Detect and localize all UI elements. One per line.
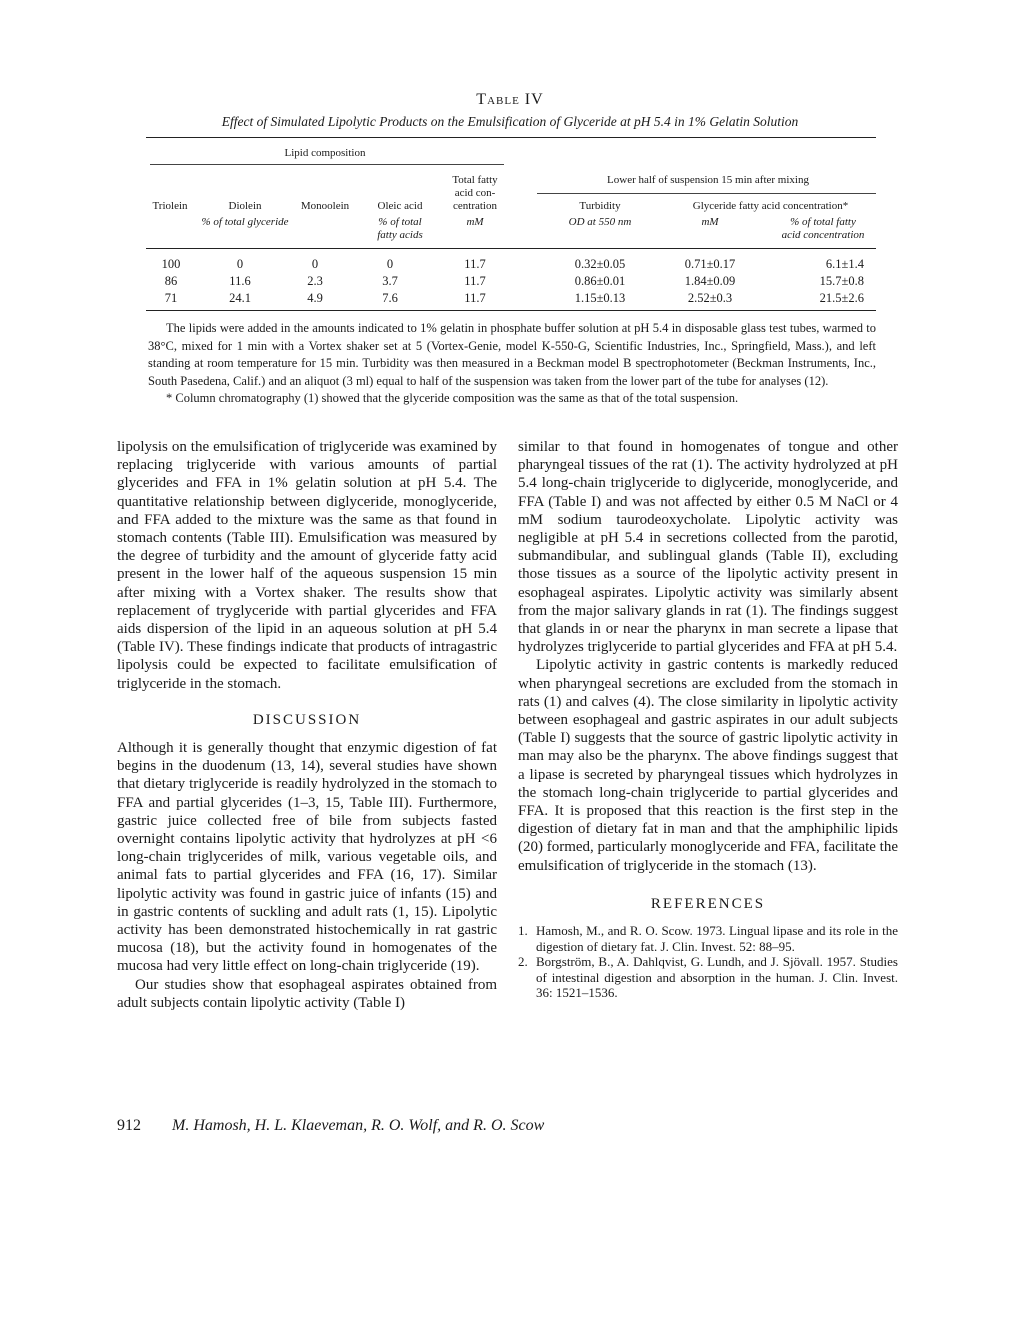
th-monoolein: Monoolein: [300, 200, 350, 212]
reference-text: Borgström, B., A. Dahlqvist, G. Lundh, and J. Sjövall. 1957. Studies of intestinal digestion and absorption in the human. J. Clin. Invest. 36: 1521–1536.: [536, 954, 898, 1001]
cell-total: 11.7: [464, 291, 486, 305]
cell-glyceride-pct: 6.1±1.4: [825, 257, 864, 271]
th-oleic-acid: Oleic acid: [377, 200, 423, 212]
reference-number: 1.: [518, 923, 528, 939]
th-total-3: centration: [453, 200, 497, 212]
cell-monoolein: 2.3: [307, 274, 323, 288]
paragraph: Lipolytic activity in gastric contents is markedly reduced when pharyngeal secretions are excluded from the stomach in rats (1) and calves (4). The close similarity in lipolytic activity between esophageal and gastric aspirates in our adult subjects (Table I) suggests that the source of gastric lipolytic activity in man may also be the pharynx. The above findings suggest that a lipase is secreted by pharyngeal tissues which hydrolyzes in the stomach long-chain triglyceride to partial glycerides and FFA. It is proposed that this reaction is the first step in the digestion of dietary fat in man and that the amphiphilic lipids (20) formed, particularly monoglyceride and FFA, facilitate the emulsification of triglyceride in the stomach (13).: [518, 657, 899, 874]
cell-turbidity: 0.32±0.05: [574, 257, 626, 271]
table-note-text: The lipids were added in the amounts indicated to 1% gelatin in phosphate buffer solution at pH 5.4 in disposable glass test tubes, warmed to 38°C, mixed for 1 min with a Vortex shaker set at 5 (Vortex-Genie, model K-550-G, Scientific Industries, Inc., Springfield, Mass.), and left standing at room temperature for 15 min. Turbidity was then measured in a Beckman model B spectrophotometer (Beckman Instruments, Inc., South Pasedena, Calif.) and an aliquot (3 ml) equal to half of the suspension was taken from the lower part of the tube for analyses (12).: [148, 321, 876, 388]
cell-oleic: 3.7: [382, 274, 398, 288]
cell-triolein: 86: [164, 274, 178, 288]
table-bottom-rule: [146, 310, 876, 311]
cell-glyceride-pct: 15.7±0.8: [819, 274, 864, 288]
running-authors: M. Hamosh, H. L. Klaeveman, R. O. Wolf, and R. O. Scow: [172, 1117, 545, 1134]
th-unit-glyceride: % of total glyceride: [201, 216, 289, 228]
cell-total: 11.7: [464, 257, 486, 271]
th-unit-pct-1: % of total fatty: [790, 216, 856, 228]
th-total-2: acid con-: [454, 187, 496, 199]
cell-glyceride-mm: 0.71±0.17: [684, 257, 736, 271]
left-column: [117, 438, 497, 1012]
lipid-group-rule: [150, 164, 504, 165]
th-lipid-composition: Lipid composition: [284, 147, 366, 159]
reference-item: [518, 954, 898, 1001]
th-unit-mm2: mM: [701, 216, 719, 228]
reference-list: [518, 923, 898, 1001]
cell-monoolein: 4.9: [307, 291, 323, 305]
table-header-rule: [146, 248, 876, 249]
table-note: [148, 320, 876, 408]
th-unit-mm: mM: [466, 216, 484, 228]
th-unit-pct-2: acid concentration: [781, 229, 865, 241]
cell-diolein: 11.6: [229, 274, 251, 288]
table-footnote: * Column chromatography (1) showed that the glyceride composition was the same as that of the total suspension.: [166, 391, 739, 406]
cell-oleic: 0: [386, 257, 394, 271]
cell-diolein: 0: [236, 257, 244, 271]
cell-triolein: 100: [161, 257, 181, 271]
cell-total: 11.7: [464, 274, 486, 288]
table-caption: Effect of Simulated Lipolytic Products on the Emulsification of Glyceride at pH 5.4 in 1% Gelatin Solution: [221, 114, 799, 129]
th-glyceride-fa: Glyceride fatty acid concentration*: [692, 200, 849, 212]
cell-glyceride-mm: 1.84±0.09: [684, 274, 736, 288]
table-label: Table IV: [476, 91, 544, 108]
cell-turbidity: 0.86±0.01: [574, 274, 626, 288]
th-unit-oleic-1: % of total: [378, 216, 422, 228]
reference-text: Hamosh, M., and R. O. Scow. 1973. Lingual lipase and its role in the digestion of dietary fat. J. Clin. Invest. 52: 88–95.: [536, 923, 898, 954]
th-lower-half: Lower half of suspension 15 min after mixing: [607, 174, 809, 186]
cell-monoolein: 0: [311, 257, 319, 271]
references-heading: REFERENCES: [650, 895, 766, 912]
reference-number: 2.: [518, 954, 528, 970]
th-turbidity: Turbidity: [579, 200, 621, 212]
cell-glyceride-mm: 2.52±0.3: [687, 291, 733, 305]
cell-triolein: 71: [164, 291, 178, 305]
cell-turbidity: 1.15±0.13: [574, 291, 626, 305]
cell-glyceride-pct: 21.5±2.6: [819, 291, 864, 305]
th-triolein: Triolein: [152, 200, 188, 212]
discussion-heading: DISCUSSION: [252, 711, 362, 728]
paragraph: Our studies show that esophageal aspirates obtained from adult subjects contain lipolytic activity (Table I): [117, 976, 497, 1011]
cell-oleic: 7.6: [382, 291, 398, 305]
lower-group-rule: [537, 193, 876, 194]
reference-item: [518, 923, 898, 954]
table-top-rule: [146, 137, 876, 138]
paragraph: similar to that found in homogenates of tongue and other pharyngeal tissues of the rat (1). The activity hydrolyzed at pH 5.4 long-chain triglyceride to diglyceride, monoglyceride, and FFA (Table I) and was not affected by either 0.5 M NaCl or 4 mM sodium taurodeoxycholate. Lipolytic activity was negligible at pH 5.4 in secretions collected from the parotid, submandibular, and sublingual glands (Table II), excluding those tissues as a source of the lipolytic activity present in esophageal aspirates. Lipolytic activity was similarly absent from the major salivary glands in rat (1). The findings suggest that glands in or near the pharynx in man secrete a lipase that hydrolyzes triglyceride to partial glycerides and FFA at pH 5.4.: [518, 439, 898, 656]
th-diolein: Diolein: [228, 200, 262, 212]
th-total-1: Total fatty: [452, 174, 498, 186]
paragraph: lipolysis on the emulsification of triglyceride was examined by replacing triglyceride with various amounts of partial glycerides and FFA in 1% gelatin solution at pH 5.4. The quantitative relationship between diglyceride, monoglyceride, and FFA added to the mixture was the same as that found in stomach contents (Table III). Emulsification was measured by the degree of turbidity and the amount of glyceride fatty acid present in the lower half of the aqueous suspension 15 min after mixing with a Vortex shaker. The results show that replacement of tryglyceride with partial glycerides and FFA aids dispersion of the lipid in an aqueous solution at pH 5.4 (Table IV). These findings indicate that products of intragastric lipolysis could be expected to facilitate emulsification of triglyceride in the stomach.: [117, 439, 497, 692]
th-unit-od: OD at 550 nm: [568, 216, 632, 228]
right-column: [518, 438, 898, 1001]
page-number: 912: [117, 1117, 141, 1134]
paragraph: Although it is generally thought that enzymic digestion of fat begins in the duodenum (13, 14), several studies have shown that dietary triglyceride is readily hydrolyzed in the stomach to FFA and partial glycerides (1–3, 15, Table III). Furthermore, gastric juice collected free of bile from subjects fasted overnight contains lipolytic activity that hydrolyzes at pH <6 long-chain triglycerides of milk, various vegetable oils, and animal fats to partial glycerides and FFA (16, 17). Similar lipolytic activity was found in gastric juice of infants (15) and in gastric contents of suckling and adult rats (1, 15). Lipolytic activity has been demonstrated histochemically in rat gastric mucosa (18), but the activity found in homogenates of the mucosa had very little effect on long-chain triglyceride (19).: [117, 740, 497, 975]
cell-diolein: 24.1: [229, 291, 251, 305]
th-unit-oleic-2: fatty acids: [377, 229, 423, 241]
